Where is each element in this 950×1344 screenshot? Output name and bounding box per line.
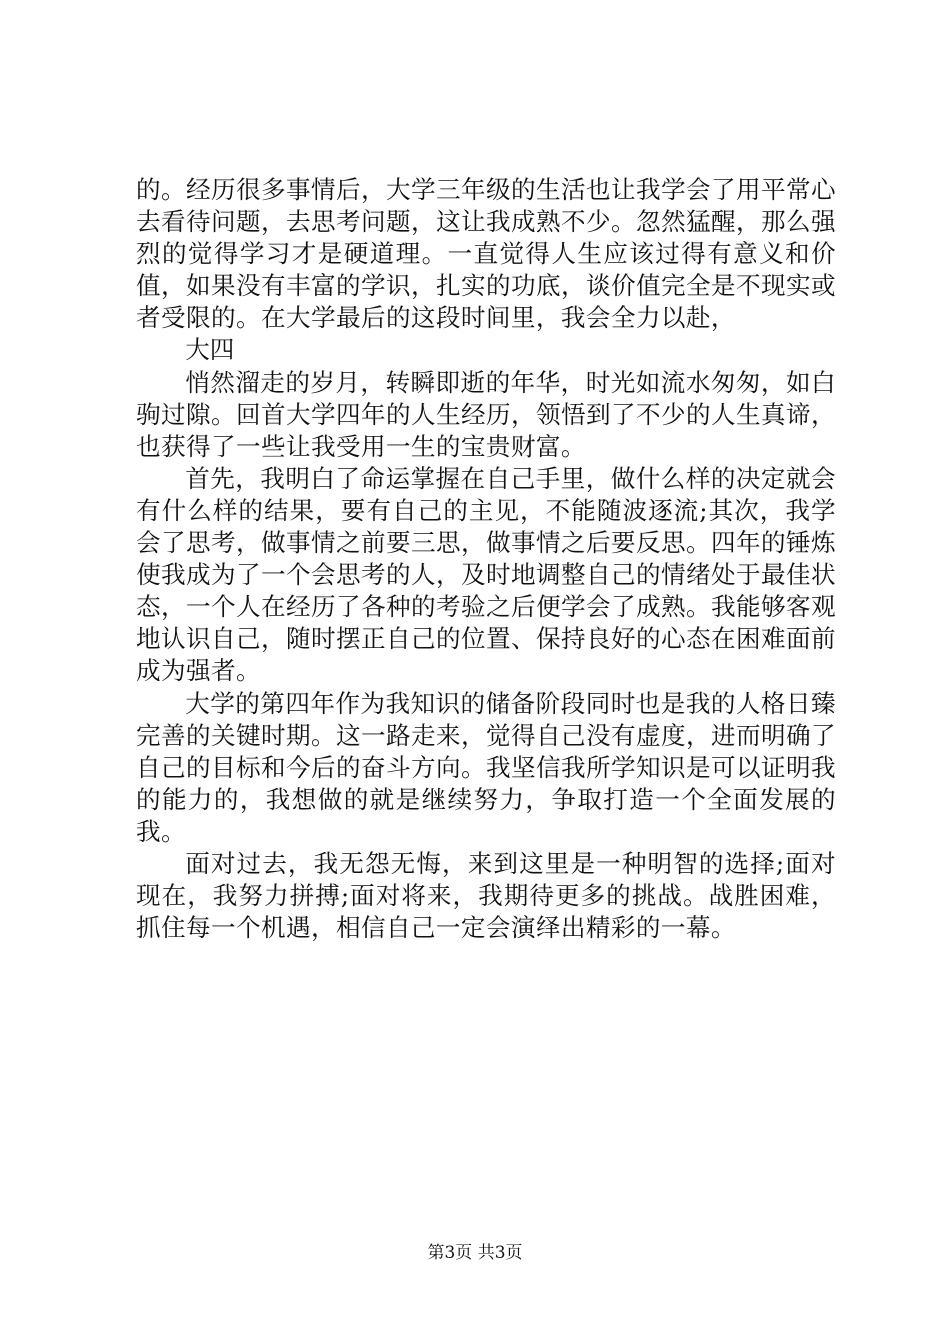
paragraph: 首先，我明白了命运掌握在自己手里，做什么样的决定就会有什么样的结果，要有自己的主见，不能随波逐流;其次，我学会了思考，做事情之前要三思，做事情之后要反思。四年的锤炼使我成为了一个会思考的人，及时地调整自己的情绪处于最佳状态，一个人在经历了各种的考验之后便学会了成熟。我能够客观地认识自己，随时摆正自己的位置、保持良好的心态在困难面前成为强者。 <box>136 463 836 686</box>
paragraph: 面对过去，我无怨无悔，来到这里是一种明智的选择;面对现在，我努力拼搏;面对将来，我期待更多的挑战。战胜困难，抓住每一个机遇，相信自己一定会演绎出精彩的一幕。 <box>136 848 836 943</box>
paragraph-continuation: 的。经历很多事情后，大学三年级的生活也让我学会了用平常心去看待问题，去思考问题，这让我成熟不少。忽然猛醒，那么强烈的觉得学习才是硬道理。一直觉得人生应该过得有意义和价值，如果没有丰富的学识，扎实的功底，谈价值完全是不现实或者受限的。在大学最后的这段时间里，我会全力以赴， <box>136 175 836 333</box>
page-number-footer: 第3页 共3页 <box>427 1243 523 1263</box>
paragraph: 大学的第四年作为我知识的储备阶段同时也是我的人格日臻完善的关键时期。这一路走来，觉得自己没有虚度，进而明确了自己的目标和今后的奋斗方向。我坚信我所学知识是可以证明我的能力的，我想做的就是继续努力，争取打造一个全面发展的我。 <box>136 688 836 846</box>
document-body <box>136 174 836 944</box>
section-heading: 大四 <box>185 335 235 365</box>
paragraph: 悄然溜走的岁月，转瞬即逝的年华，时光如流水匆匆，如白驹过隙。回首大学四年的人生经历，领悟到了不少的人生真谛，也获得了一些让我受用一生的宝贵财富。 <box>136 367 836 461</box>
